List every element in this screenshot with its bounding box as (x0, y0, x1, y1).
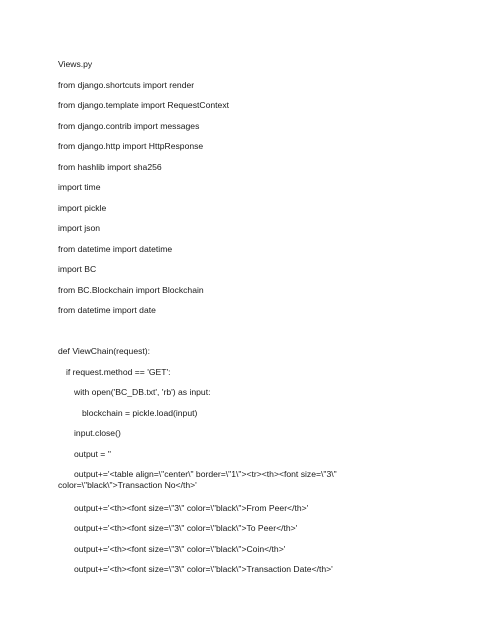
import-line: from hashlib import sha256 (58, 162, 162, 172)
code-line: output+='<th><font size=\"3\" color=\"black\">To Peer</th>' (74, 523, 298, 533)
import-line: import json (58, 223, 101, 233)
import-line: from django.template import RequestContext (58, 100, 230, 110)
code-line: if request.method == 'GET': (66, 367, 171, 377)
code-line-wrapped: output+='<table align=\"center\" border=\"1\"><tr><th><font size=\"3\" color=\"black\">Transaction No</th>' (58, 469, 337, 490)
import-line: import BC (58, 264, 97, 274)
code-line: input.close() (74, 428, 121, 438)
code-line: output+='<th><font size=\"3\" color=\"black\">From Peer</th>' (74, 503, 309, 513)
import-line: from datetime import date (58, 305, 156, 315)
import-line: from datetime import datetime (58, 244, 173, 254)
function-definition: def ViewChain(request): (58, 346, 151, 356)
import-line: from django.contrib import messages (58, 121, 200, 131)
code-line: output+='<th><font size=\"3\" color=\"black\">Coin</th>' (74, 544, 286, 554)
code-line: output = '' (74, 449, 111, 459)
code-line: blockchain = pickle.load(input) (82, 408, 198, 418)
import-line: import pickle (58, 203, 107, 213)
import-line: import time (58, 182, 101, 192)
import-line: from django.http import HttpResponse (58, 141, 204, 151)
code-line: with open('BC_DB.txt', 'rb') as input: (74, 387, 211, 397)
document-title: Views.py (58, 59, 93, 69)
import-line: from BC.Blockchain import Blockchain (58, 285, 204, 295)
code-line: output+='<th><font size=\"3\" color=\"black\">Transaction Date</th>' (74, 564, 333, 574)
import-line: from django.shortcuts import render (58, 80, 195, 90)
